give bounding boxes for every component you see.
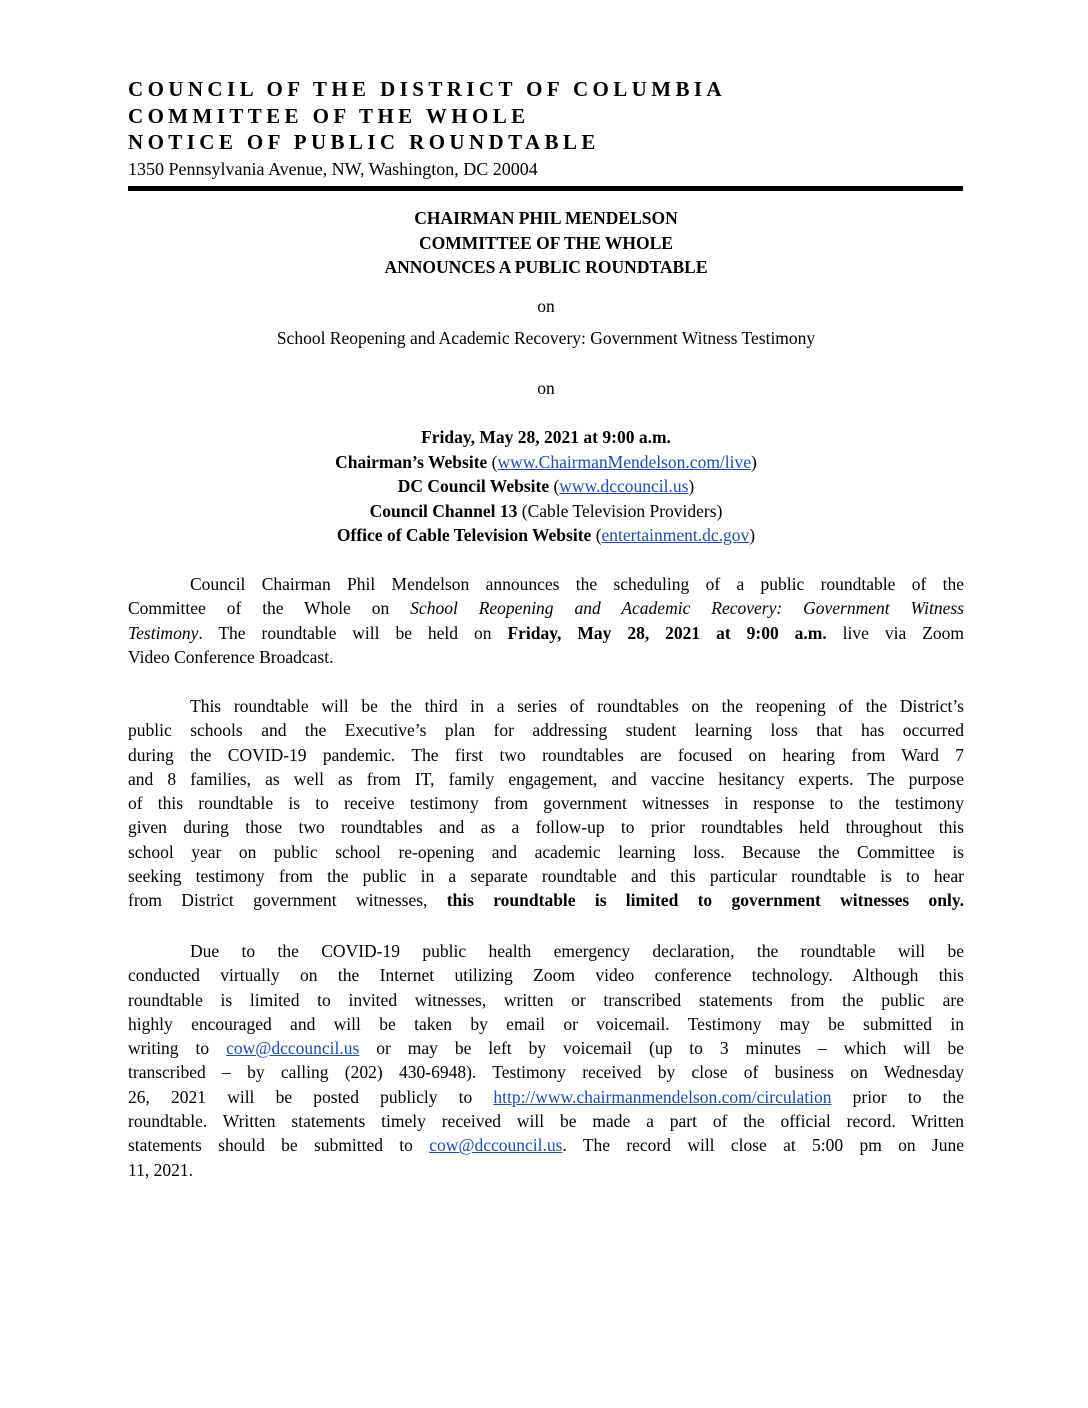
channel-label: Council Channel 13 — [369, 500, 518, 521]
broadcast-chairman-website: Chairman’s Website (www.ChairmanMendelson.com/live) — [335, 451, 757, 472]
text-line: transcribed – by calling (202) 430-6948). Testimony received by close of business on Wednesday — [128, 1062, 964, 1083]
broadcast-council-website: DC Council Website (www.dccouncil.us) — [397, 476, 695, 496]
government-only-notice: this roundtable is limited to government witnesses only. — [446, 890, 964, 911]
heading-committee: COMMITTEE OF THE WHOLE — [419, 232, 673, 253]
broadcast-details — [128, 425, 964, 548]
text-line: roundtable. Written statements timely received will be made a part of the official record. Written — [128, 1111, 964, 1132]
email-link[interactable]: cow@dccouncil.us — [429, 1135, 563, 1156]
heading-announces: ANNOUNCES A PUBLIC ROUNDTABLE — [384, 257, 708, 277]
broadcast-channel — [128, 499, 964, 524]
paragraph-testimony — [128, 939, 964, 1182]
letterhead-notice-title: NOTICE OF PUBLIC ROUNDTABLE — [128, 130, 600, 154]
text-line: Testimony. The roundtable will be held on Friday, May 28, 2021 at 9:00 a.m. live via Zoom — [128, 622, 964, 643]
announcement-heading — [128, 206, 964, 280]
roundtable-subject: School Reopening and Academic Recovery: Government Witness Testimony — [276, 328, 816, 348]
text-line: conducted virtually on the Internet utilizing Zoom video conference technology. Although this — [128, 965, 964, 986]
letterhead-address: 1350 Pennsylvania Avenue, NW, Washington, DC 20004 — [128, 158, 538, 179]
date-time-bold: Friday, May 28, 2021 at 9:00 a.m. — [507, 622, 827, 643]
entertainment-link[interactable]: entertainment.dc.gov — [601, 525, 750, 545]
on-text: on — [537, 378, 555, 398]
roundtable-title-italic: School Reopening and Academic Recovery: Government Witness — [410, 598, 964, 619]
email-link[interactable]: cow@dccouncil.us — [226, 1038, 360, 1059]
roundtable-title-italic: Testimony — [128, 622, 199, 643]
text-line: seeking testimony from the public in a separate roundtable and this particular roundtable is to hear — [128, 866, 964, 887]
text-line: school year on public school re-opening and academic learning loss. Because the Committee is — [128, 841, 964, 862]
website-label: Office of Cable Television Website — [336, 525, 592, 545]
text-line: Video Conference Broadcast. — [128, 646, 334, 667]
text-line: statements should be submitted to cow@dccouncil.us. The record will close at 5:00 pm on June — [128, 1135, 964, 1156]
text-line: and 8 families, as well as from IT, family engagement, and vaccine hesitancy experts. The purpose — [128, 768, 964, 789]
text-line: Due to the COVID-19 public health emergency declaration, the roundtable will be — [190, 941, 964, 961]
text-line: 11, 2021. — [128, 1159, 193, 1180]
text-line: during the COVID-19 pandemic. The first two roundtables are focused on hearing from Ward 7 — [128, 744, 964, 765]
website-label: Chairman’s Website — [335, 451, 488, 472]
text-line: public schools and the Executive’s plan for addressing student learning loss that has occurred — [128, 720, 964, 741]
text-line: Council Chairman Phil Mendelson announces the scheduling of a public roundtable of the — [190, 574, 964, 594]
letterhead — [128, 76, 964, 181]
header-divider — [128, 186, 963, 191]
dccouncil-link[interactable]: www.dccouncil.us — [559, 476, 689, 496]
letterhead-council: COUNCIL OF THE DISTRICT OF COLUMBIA — [128, 77, 726, 101]
date-time: Friday, May 28, 2021 at 9:00 a.m. — [421, 427, 671, 447]
text-line: given during those two roundtables and as a follow-up to prior roundtables held throughout this — [128, 817, 964, 838]
website-label: DC Council Website — [397, 476, 550, 496]
text-line: This roundtable will be the third in a series of roundtables on the reopening of the District’s — [190, 696, 964, 716]
text-line: writing to cow@dccouncil.us or may be left by voicemail (up to 3 minutes – which will be — [128, 1038, 964, 1059]
text-line: Committee of the Whole on School Reopening and Academic Recovery: Government Witness — [128, 598, 964, 619]
on-text: on — [537, 296, 555, 316]
text-line: of this roundtable is to receive testimony from government witnesses in response to the testimony — [128, 793, 964, 814]
circulation-link[interactable]: http://www.chairmanmendelson.com/circulation — [493, 1086, 832, 1107]
chairman-live-link[interactable]: www.ChairmanMendelson.com/live — [497, 451, 752, 472]
broadcast-cable-website: Office of Cable Television Website (entertainment.dc.gov) — [336, 525, 756, 545]
text-line: from District government witnesses, this roundtable is limited to government witnesses only. — [128, 890, 964, 911]
paragraph-scheduling — [128, 572, 964, 669]
text-line: highly encouraged and will be taken by email or voicemail. Testimony may be submitted in — [128, 1013, 964, 1034]
heading-chairman: CHAIRMAN PHIL MENDELSON — [414, 208, 678, 228]
letterhead-committee: COMMITTEE OF THE WHOLE — [128, 103, 530, 128]
text-line: roundtable is limited to invited witnesses, written or transcribed statements from the public are — [128, 989, 964, 1010]
text-line: 26, 2021 will be posted publicly to http://www.chairmanmendelson.com/circulation prior to the — [128, 1086, 964, 1107]
channel-note: (Cable Television Providers) — [521, 500, 723, 521]
paragraph-purpose — [128, 694, 964, 913]
